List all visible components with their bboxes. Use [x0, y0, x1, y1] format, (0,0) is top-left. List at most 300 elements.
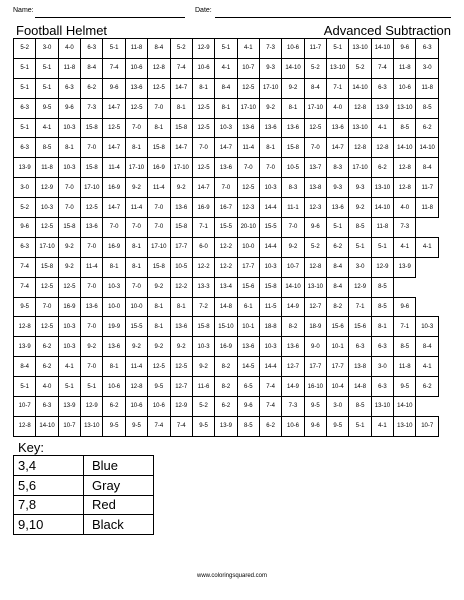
grid-cell[interactable]: 8-4 [14, 357, 36, 377]
grid-cell[interactable]: 5-1 [327, 218, 349, 238]
grid-cell[interactable]: 5-2 [170, 39, 192, 59]
grid-cell[interactable]: 13-7 [304, 158, 326, 178]
grid-cell[interactable]: 13-6 [103, 337, 125, 357]
grid-cell[interactable]: 16-9 [215, 337, 237, 357]
grid-cell[interactable]: 15-8 [170, 218, 192, 238]
grid-cell[interactable]: 20-10 [237, 218, 259, 238]
grid-cell[interactable]: 15-6 [237, 277, 259, 297]
grid-cell[interactable]: 12-5 [237, 78, 259, 98]
grid-cell[interactable]: 8-5 [416, 98, 439, 118]
grid-cell[interactable]: 12-7 [170, 377, 192, 397]
grid-cell[interactable]: 9-5 [14, 297, 36, 317]
grid-cell[interactable]: 14-7 [327, 138, 349, 158]
grid-cell[interactable]: 7-3 [394, 218, 416, 238]
grid-cell[interactable]: 4-0 [36, 377, 58, 397]
grid-cell[interactable]: 8-4 [416, 158, 439, 178]
grid-cell[interactable]: 9-6 [14, 218, 36, 238]
grid-cell[interactable]: 14-7 [170, 138, 192, 158]
grid-cell[interactable]: 12-5 [58, 277, 80, 297]
grid-cell[interactable]: 3-0 [327, 397, 349, 417]
grid-cell[interactable]: 13-6 [282, 118, 304, 138]
grid-cell[interactable]: 13-10 [304, 277, 326, 297]
grid-cell[interactable]: 10-6 [192, 58, 214, 78]
grid-cell[interactable]: 15-6 [349, 317, 371, 337]
grid-cell[interactable]: 7-0 [81, 317, 103, 337]
grid-cell[interactable]: 13-6 [81, 218, 103, 238]
grid-cell[interactable]: 8-5 [371, 277, 393, 297]
grid-cell[interactable]: 15-8 [81, 158, 103, 178]
grid-cell[interactable]: 14-10 [282, 277, 304, 297]
grid-cell[interactable]: 13-9 [14, 337, 36, 357]
grid-cell[interactable]: 6-3 [416, 39, 439, 59]
grid-cell[interactable]: 7-0 [148, 198, 170, 218]
grid-cell[interactable]: 12-5 [148, 78, 170, 98]
grid-cell[interactable]: 7-4 [148, 416, 170, 436]
grid-cell[interactable]: 4-1 [394, 237, 416, 257]
grid-cell[interactable]: 15-6 [327, 317, 349, 337]
grid-cell[interactable]: 14-7 [215, 138, 237, 158]
grid-cell[interactable]: 13-6 [170, 198, 192, 218]
grid-cell[interactable]: 6-2 [36, 357, 58, 377]
grid-cell[interactable]: 8-5 [36, 138, 58, 158]
grid-cell[interactable]: 15-5 [125, 317, 147, 337]
grid-cell[interactable]: 17-10 [349, 158, 371, 178]
grid-cell[interactable]: 12-2 [215, 257, 237, 277]
grid-cell[interactable]: 8-2 [215, 357, 237, 377]
grid-cell[interactable]: 15-5 [259, 218, 281, 238]
grid-cell[interactable]: 16-10 [304, 377, 326, 397]
grid-cell[interactable]: 18-8 [259, 317, 281, 337]
grid-cell[interactable]: 7-0 [58, 178, 80, 198]
grid-cell[interactable]: 16-7 [215, 198, 237, 218]
grid-cell[interactable]: 3-0 [371, 357, 393, 377]
grid-cell[interactable]: 12-5 [192, 98, 214, 118]
grid-cell[interactable]: 9-2 [58, 237, 80, 257]
grid-cell[interactable]: 11-8 [416, 78, 439, 98]
grid-cell[interactable]: 12-5 [125, 98, 147, 118]
grid-cell[interactable]: 12-9 [192, 39, 214, 59]
grid-cell[interactable]: 11-8 [416, 198, 439, 218]
grid-cell[interactable]: 12-8 [125, 377, 147, 397]
grid-cell[interactable]: 14-9 [282, 377, 304, 397]
grid-cell[interactable]: 3-0 [416, 58, 439, 78]
grid-cell[interactable]: 10-6 [282, 416, 304, 436]
grid-cell[interactable]: 8-1 [282, 98, 304, 118]
grid-cell[interactable]: 10-3 [58, 317, 80, 337]
grid-cell[interactable]: 11-4 [81, 257, 103, 277]
grid-cell[interactable]: 9-5 [394, 377, 416, 397]
grid-cell[interactable]: 9-6 [394, 297, 416, 317]
grid-cell[interactable]: 6-2 [103, 397, 125, 417]
grid-cell[interactable]: 4-1 [215, 58, 237, 78]
grid-cell[interactable]: 4-1 [58, 357, 80, 377]
grid-cell[interactable]: 9-5 [192, 416, 214, 436]
grid-cell[interactable]: 9-0 [304, 337, 326, 357]
grid-cell[interactable]: 10-1 [327, 337, 349, 357]
grid-cell[interactable]: 10-0 [125, 297, 147, 317]
grid-cell[interactable]: 13-6 [259, 118, 281, 138]
grid-cell[interactable]: 15-8 [81, 118, 103, 138]
grid-cell[interactable]: 17-10 [304, 98, 326, 118]
grid-cell[interactable]: 10-3 [192, 337, 214, 357]
grid-cell[interactable]: 6-2 [371, 158, 393, 178]
grid-cell[interactable]: 10-5 [170, 257, 192, 277]
grid-cell[interactable]: 9-2 [282, 237, 304, 257]
grid-cell[interactable]: 6-3 [14, 138, 36, 158]
grid-cell[interactable]: 6-3 [371, 78, 393, 98]
name-line[interactable] [35, 17, 185, 18]
grid-cell[interactable]: 13-6 [237, 118, 259, 138]
grid-cell[interactable]: 7-4 [103, 58, 125, 78]
grid-cell[interactable]: 7-0 [282, 218, 304, 238]
grid-cell[interactable]: 12-2 [192, 257, 214, 277]
grid-cell[interactable]: 6-3 [371, 377, 393, 397]
grid-cell[interactable]: 9-2 [170, 337, 192, 357]
grid-cell[interactable]: 9-2 [81, 337, 103, 357]
grid-cell[interactable]: 7-0 [81, 237, 103, 257]
grid-cell[interactable]: 9-5 [327, 416, 349, 436]
grid-cell[interactable]: 6-2 [36, 337, 58, 357]
grid-cell[interactable]: 5-2 [304, 237, 326, 257]
grid-cell[interactable]: 15-8 [58, 218, 80, 238]
grid-cell[interactable]: 10-6 [148, 397, 170, 417]
grid-cell[interactable]: 7-1 [394, 317, 416, 337]
grid-cell[interactable]: 5-2 [192, 397, 214, 417]
grid-cell[interactable]: 15-8 [36, 257, 58, 277]
grid-cell[interactable]: 10-4 [327, 377, 349, 397]
grid-cell[interactable]: 8-3 [282, 178, 304, 198]
grid-cell[interactable]: 7-0 [237, 158, 259, 178]
grid-cell[interactable]: 14-7 [103, 98, 125, 118]
grid-cell[interactable]: 10-7 [237, 58, 259, 78]
grid-cell[interactable]: 10-6 [125, 58, 147, 78]
grid-cell[interactable]: 9-2 [192, 357, 214, 377]
grid-cell[interactable]: 9-6 [304, 218, 326, 238]
grid-cell[interactable]: 7-1 [349, 297, 371, 317]
grid-cell[interactable]: 8-4 [416, 337, 439, 357]
grid-cell[interactable]: 8-1 [259, 138, 281, 158]
grid-cell[interactable]: 6-2 [416, 377, 439, 397]
grid-cell[interactable]: 6-2 [327, 237, 349, 257]
grid-cell[interactable]: 15-10 [215, 317, 237, 337]
grid-cell[interactable]: 14-7 [103, 198, 125, 218]
grid-cell[interactable]: 9-6 [103, 78, 125, 98]
grid-cell[interactable]: 14-10 [394, 397, 416, 417]
grid-cell[interactable]: 11-5 [259, 297, 281, 317]
grid-cell[interactable]: 14-7 [103, 138, 125, 158]
grid-cell[interactable]: 11-8 [125, 39, 147, 59]
grid-cell[interactable]: 15-8 [192, 317, 214, 337]
grid-cell[interactable]: 8-2 [327, 297, 349, 317]
grid-cell[interactable]: 8-2 [282, 317, 304, 337]
grid-cell[interactable]: 9-6 [394, 39, 416, 59]
grid-cell[interactable]: 9-2 [148, 337, 170, 357]
grid-cell[interactable]: 14-4 [259, 237, 281, 257]
grid-cell[interactable]: 9-5 [148, 377, 170, 397]
grid-cell[interactable]: 17-10 [170, 158, 192, 178]
grid-cell[interactable]: 17-10 [125, 158, 147, 178]
grid-cell[interactable]: 6-3 [36, 397, 58, 417]
grid-cell[interactable]: 12-2 [215, 237, 237, 257]
grid-cell[interactable]: 13-9 [14, 158, 36, 178]
grid-cell[interactable]: 6-3 [14, 237, 36, 257]
grid-cell[interactable]: 7-0 [215, 178, 237, 198]
grid-cell[interactable]: 5-1 [371, 237, 393, 257]
grid-cell[interactable]: 10-3 [58, 337, 80, 357]
grid-cell[interactable]: 11-8 [394, 58, 416, 78]
grid-cell[interactable]: 14-10 [394, 138, 416, 158]
grid-cell[interactable]: 10-1 [237, 317, 259, 337]
grid-cell[interactable]: 8-5 [349, 397, 371, 417]
grid-cell[interactable]: 8-5 [394, 337, 416, 357]
grid-cell[interactable]: 15-8 [282, 138, 304, 158]
grid-cell[interactable]: 7-0 [103, 218, 125, 238]
grid-cell[interactable]: 12-5 [170, 357, 192, 377]
grid-cell[interactable]: 17-7 [304, 357, 326, 377]
grid-cell[interactable]: 12-8 [14, 317, 36, 337]
grid-cell[interactable]: 12-2 [170, 277, 192, 297]
grid-cell[interactable]: 12-8 [394, 158, 416, 178]
grid-cell[interactable]: 7-0 [58, 198, 80, 218]
grid-cell[interactable]: 10-6 [103, 377, 125, 397]
grid-cell[interactable]: 8-1 [125, 237, 147, 257]
grid-cell[interactable]: 13-10 [327, 58, 349, 78]
grid-cell[interactable]: 12-9 [170, 397, 192, 417]
grid-cell[interactable]: 9-2 [259, 98, 281, 118]
grid-cell[interactable]: 5-2 [14, 198, 36, 218]
grid-cell[interactable]: 13-3 [192, 277, 214, 297]
grid-cell[interactable]: 11-8 [36, 158, 58, 178]
grid-cell[interactable]: 9-2 [170, 178, 192, 198]
grid-cell[interactable]: 15-8 [259, 277, 281, 297]
grid-cell[interactable]: 8-5 [371, 297, 393, 317]
grid-cell[interactable]: 11-4 [125, 198, 147, 218]
grid-cell[interactable]: 9-2 [125, 337, 147, 357]
grid-cell[interactable]: 14-10 [282, 58, 304, 78]
grid-cell[interactable]: 7-1 [192, 218, 214, 238]
grid-cell[interactable]: 5-1 [14, 78, 36, 98]
grid-cell[interactable]: 15-8 [148, 257, 170, 277]
grid-cell[interactable]: 14-10 [371, 39, 393, 59]
grid-cell[interactable]: 13-6 [215, 158, 237, 178]
grid-cell[interactable]: 10-3 [215, 118, 237, 138]
grid-cell[interactable]: 5-1 [36, 58, 58, 78]
grid-cell[interactable]: 4-0 [394, 198, 416, 218]
grid-cell[interactable]: 7-3 [81, 98, 103, 118]
grid-cell[interactable]: 13-6 [327, 118, 349, 138]
grid-cell[interactable]: 16-9 [148, 158, 170, 178]
grid-cell[interactable]: 8-1 [125, 257, 147, 277]
grid-cell[interactable]: 12-5 [36, 317, 58, 337]
grid-cell[interactable]: 9-2 [58, 257, 80, 277]
grid-cell[interactable]: 9-3 [259, 58, 281, 78]
grid-cell[interactable]: 13-10 [81, 416, 103, 436]
grid-cell[interactable]: 5-1 [14, 377, 36, 397]
grid-cell[interactable]: 12-9 [36, 178, 58, 198]
grid-cell[interactable]: 14-9 [282, 297, 304, 317]
grid-cell[interactable]: 16-9 [103, 178, 125, 198]
grid-cell[interactable]: 12-8 [394, 178, 416, 198]
grid-cell[interactable]: 11-8 [58, 58, 80, 78]
grid-cell[interactable]: 9-6 [237, 397, 259, 417]
grid-cell[interactable]: 9-5 [125, 416, 147, 436]
grid-cell[interactable]: 7-3 [282, 397, 304, 417]
grid-cell[interactable]: 12-5 [192, 158, 214, 178]
grid-cell[interactable]: 13-10 [371, 178, 393, 198]
grid-cell[interactable]: 8-4 [327, 277, 349, 297]
grid-cell[interactable]: 10-7 [416, 416, 439, 436]
grid-cell[interactable]: 7-4 [259, 377, 281, 397]
grid-cell[interactable]: 7-0 [81, 357, 103, 377]
grid-cell[interactable]: 14-10 [36, 416, 58, 436]
grid-cell[interactable]: 12-5 [237, 178, 259, 198]
grid-cell[interactable]: 13-10 [371, 397, 393, 417]
grid-cell[interactable]: 4-1 [371, 118, 393, 138]
grid-cell[interactable]: 13-10 [394, 416, 416, 436]
grid-cell[interactable]: 11-8 [371, 218, 393, 238]
grid-cell[interactable]: 6-3 [371, 337, 393, 357]
grid-cell[interactable]: 10-3 [58, 158, 80, 178]
grid-cell[interactable]: 10-0 [237, 237, 259, 257]
grid-cell[interactable]: 13-8 [349, 357, 371, 377]
grid-cell[interactable]: 10-6 [282, 39, 304, 59]
grid-cell[interactable]: 7-4 [14, 277, 36, 297]
grid-cell[interactable]: 14-10 [371, 198, 393, 218]
grid-cell[interactable]: 4-0 [327, 98, 349, 118]
grid-cell[interactable]: 16-9 [192, 198, 214, 218]
grid-cell[interactable]: 12-7 [282, 357, 304, 377]
grid-cell[interactable]: 5-1 [215, 39, 237, 59]
grid-cell[interactable]: 13-10 [349, 39, 371, 59]
grid-cell[interactable]: 12-3 [237, 198, 259, 218]
grid-cell[interactable]: 8-1 [148, 118, 170, 138]
grid-cell[interactable]: 12-9 [81, 397, 103, 417]
grid-cell[interactable]: 10-6 [394, 78, 416, 98]
grid-cell[interactable]: 9-3 [327, 178, 349, 198]
grid-cell[interactable]: 12-8 [14, 416, 36, 436]
grid-cell[interactable]: 11-4 [103, 158, 125, 178]
grid-cell[interactable]: 3-0 [349, 257, 371, 277]
grid-cell[interactable]: 5-1 [58, 377, 80, 397]
grid-cell[interactable]: 7-3 [259, 39, 281, 59]
grid-cell[interactable]: 13-6 [327, 198, 349, 218]
grid-cell[interactable]: 13-6 [125, 78, 147, 98]
grid-cell[interactable]: 13-6 [282, 337, 304, 357]
grid-cell[interactable]: 6-5 [237, 377, 259, 397]
grid-cell[interactable]: 18-9 [304, 317, 326, 337]
grid-cell[interactable]: 12-8 [304, 257, 326, 277]
grid-cell[interactable]: 12-7 [304, 297, 326, 317]
grid-cell[interactable]: 9-6 [304, 416, 326, 436]
grid-cell[interactable]: 12-9 [349, 277, 371, 297]
grid-cell[interactable]: 8-4 [304, 78, 326, 98]
grid-cell[interactable]: 10-7 [58, 416, 80, 436]
grid-cell[interactable]: 12-8 [148, 58, 170, 78]
grid-cell[interactable]: 9-2 [148, 277, 170, 297]
grid-cell[interactable]: 7-0 [259, 158, 281, 178]
grid-cell[interactable]: 13-9 [58, 397, 80, 417]
grid-cell[interactable]: 7-2 [192, 297, 214, 317]
grid-cell[interactable]: 14-10 [349, 78, 371, 98]
grid-cell[interactable]: 13-6 [170, 317, 192, 337]
grid-cell[interactable]: 13-10 [394, 98, 416, 118]
grid-cell[interactable]: 11-4 [148, 178, 170, 198]
grid-cell[interactable]: 11-4 [237, 138, 259, 158]
grid-cell[interactable]: 12-5 [81, 198, 103, 218]
grid-cell[interactable]: 17-7 [327, 357, 349, 377]
grid-cell[interactable]: 6-0 [192, 237, 214, 257]
grid-cell[interactable]: 12-8 [349, 98, 371, 118]
date-line[interactable] [215, 17, 451, 18]
grid-cell[interactable]: 12-3 [304, 198, 326, 218]
grid-cell[interactable]: 4-0 [58, 39, 80, 59]
grid-cell[interactable]: 7-4 [14, 257, 36, 277]
grid-cell[interactable]: 4-1 [36, 118, 58, 138]
grid-cell[interactable]: 8-1 [170, 98, 192, 118]
grid-cell[interactable]: 15-5 [215, 218, 237, 238]
grid-cell[interactable]: 6-2 [215, 397, 237, 417]
grid-cell[interactable]: 12-5 [304, 118, 326, 138]
grid-cell[interactable]: 5-2 [349, 58, 371, 78]
grid-cell[interactable]: 8-5 [237, 416, 259, 436]
grid-cell[interactable]: 8-1 [371, 317, 393, 337]
grid-cell[interactable]: 8-4 [81, 58, 103, 78]
grid-cell[interactable]: 17-10 [36, 237, 58, 257]
grid-cell[interactable]: 17-7 [170, 237, 192, 257]
grid-cell[interactable]: 8-3 [327, 158, 349, 178]
grid-cell[interactable]: 10-3 [36, 198, 58, 218]
grid-cell[interactable]: 8-4 [215, 78, 237, 98]
grid-cell[interactable]: 12-5 [103, 118, 125, 138]
grid-cell[interactable]: 8-4 [327, 257, 349, 277]
grid-cell[interactable]: 8-5 [394, 118, 416, 138]
grid-cell[interactable]: 5-1 [14, 118, 36, 138]
grid-cell[interactable]: 15-8 [170, 118, 192, 138]
grid-cell[interactable]: 8-1 [148, 297, 170, 317]
grid-cell[interactable]: 10-3 [259, 178, 281, 198]
grid-cell[interactable]: 9-2 [282, 78, 304, 98]
grid-cell[interactable]: 12-8 [371, 138, 393, 158]
grid-cell[interactable]: 7-4 [170, 58, 192, 78]
grid-cell[interactable]: 14-8 [215, 297, 237, 317]
grid-cell[interactable]: 10-0 [103, 297, 125, 317]
grid-cell[interactable]: 10-7 [14, 397, 36, 417]
grid-cell[interactable]: 6-3 [58, 78, 80, 98]
grid-cell[interactable]: 7-0 [192, 138, 214, 158]
grid-cell[interactable]: 13-9 [394, 257, 416, 277]
grid-cell[interactable]: 12-5 [192, 118, 214, 138]
grid-cell[interactable]: 11-7 [304, 39, 326, 59]
grid-cell[interactable]: 9-6 [58, 98, 80, 118]
grid-cell[interactable]: 8-4 [148, 39, 170, 59]
grid-cell[interactable]: 16-9 [58, 297, 80, 317]
grid-cell[interactable]: 14-4 [259, 198, 281, 218]
grid-cell[interactable]: 7-4 [170, 416, 192, 436]
grid-cell[interactable]: 8-2 [215, 377, 237, 397]
grid-cell[interactable]: 4-1 [237, 39, 259, 59]
grid-cell[interactable]: 7-0 [125, 118, 147, 138]
grid-cell[interactable]: 5-1 [327, 39, 349, 59]
grid-cell[interactable]: 14-8 [349, 377, 371, 397]
grid-cell[interactable]: 10-3 [58, 118, 80, 138]
grid-cell[interactable]: 19-9 [103, 317, 125, 337]
grid-cell[interactable]: 6-3 [81, 39, 103, 59]
grid-cell[interactable]: 14-10 [416, 138, 439, 158]
grid-cell[interactable]: 13-6 [237, 337, 259, 357]
grid-cell[interactable]: 12-5 [36, 277, 58, 297]
grid-cell[interactable]: 7-4 [259, 397, 281, 417]
grid-cell[interactable]: 10-7 [282, 257, 304, 277]
